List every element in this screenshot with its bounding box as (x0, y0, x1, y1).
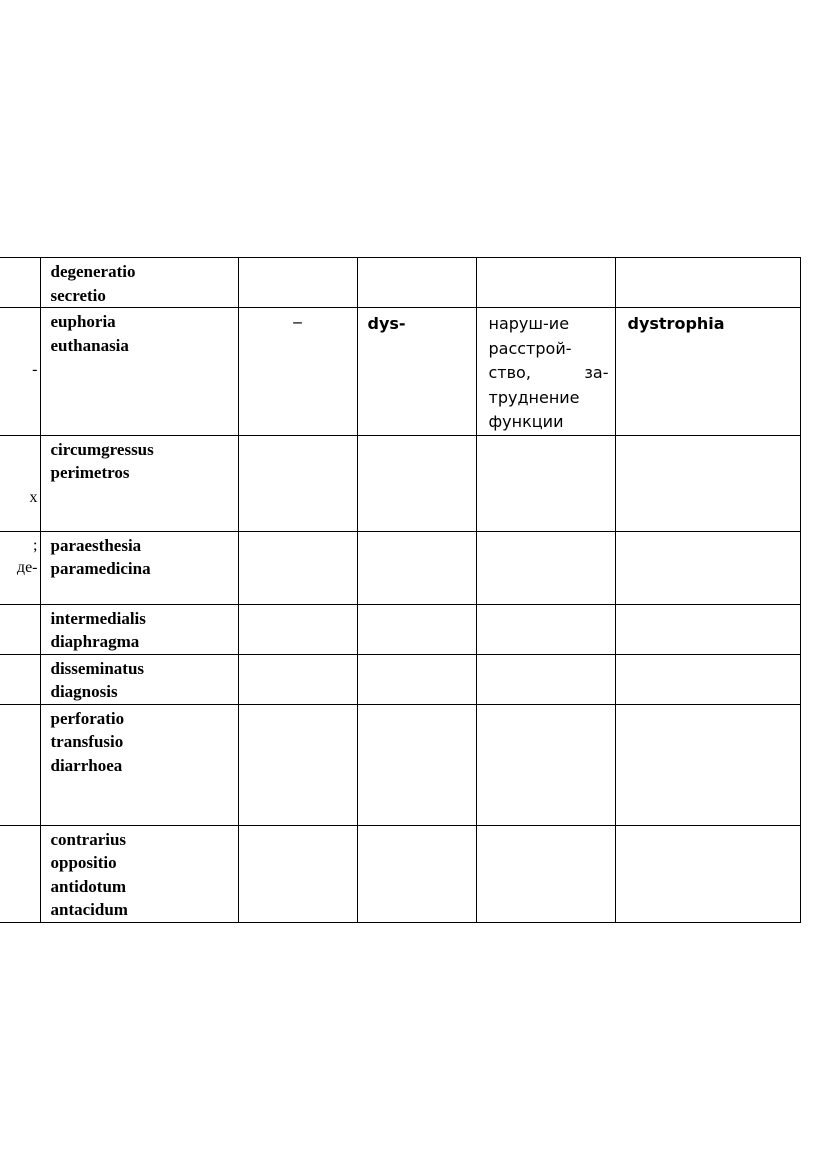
table-row (0, 258, 800, 308)
edge-fragment: де- (16, 558, 38, 576)
latin-term: diarrhoea (50, 755, 123, 775)
latin-term: paramedicina (50, 559, 151, 578)
latin-term: euphoria (50, 312, 116, 331)
example-cell (615, 308, 800, 436)
example-term: dystrophia (627, 314, 725, 333)
meaning-cell (476, 308, 615, 436)
latin-term: intermedialis (50, 608, 146, 628)
latin-term: degeneratio (50, 262, 136, 281)
latin-term: paraesthesia (50, 535, 142, 555)
latin-term: antidotum (50, 876, 127, 896)
terminology-table (0, 257, 801, 923)
edge-cell (0, 704, 40, 825)
latin-terms-cell (40, 258, 238, 308)
latin-term: transfusio (50, 732, 124, 751)
latin-term: diagnosis (50, 682, 118, 701)
edge-cell (0, 825, 40, 922)
table-row (0, 308, 800, 436)
table-row (0, 604, 800, 654)
latin-terms-cell (40, 704, 238, 825)
latin-term: antacidum (50, 900, 128, 919)
prefix-cell (357, 308, 476, 436)
latin-terms-cell (40, 435, 238, 531)
table-row (0, 825, 800, 922)
table-row (0, 435, 800, 531)
edge-cell (0, 258, 40, 308)
latin-terms-cell (40, 531, 238, 604)
latin-term: diaphragma (50, 632, 140, 651)
latin-terms-cell (40, 825, 238, 922)
latin-term: disseminatus (50, 658, 145, 678)
latin-term: euthanasia (50, 335, 129, 355)
dash-mark: – (293, 312, 302, 331)
table-row (0, 654, 800, 704)
edge-cell (0, 654, 40, 704)
latin-term: perforatio (50, 708, 125, 728)
edge-fragment: - (32, 361, 38, 378)
edge-fragment: х (29, 488, 38, 506)
edge-cell (0, 308, 40, 436)
prefix-meaning: наруш-ие расстрой-ство, за-труднение функции (488, 314, 609, 431)
latin-term: secretio (50, 285, 106, 305)
edge-cell (0, 604, 40, 654)
latin-terms-cell (40, 308, 238, 436)
latin-term: contrarius (50, 829, 127, 849)
prefix: dys- (367, 314, 406, 333)
latin-term: perimetros (50, 463, 130, 482)
latin-terms-cell (40, 604, 238, 654)
edge-cell (0, 531, 40, 604)
dash-cell (238, 308, 357, 436)
latin-term: circumgressus (50, 439, 154, 459)
table-row (0, 531, 800, 604)
latin-term: oppositio (50, 853, 117, 872)
edge-cell (0, 435, 40, 531)
edge-fragment: ; (33, 536, 38, 554)
table-row (0, 704, 800, 825)
latin-terms-cell (40, 654, 238, 704)
